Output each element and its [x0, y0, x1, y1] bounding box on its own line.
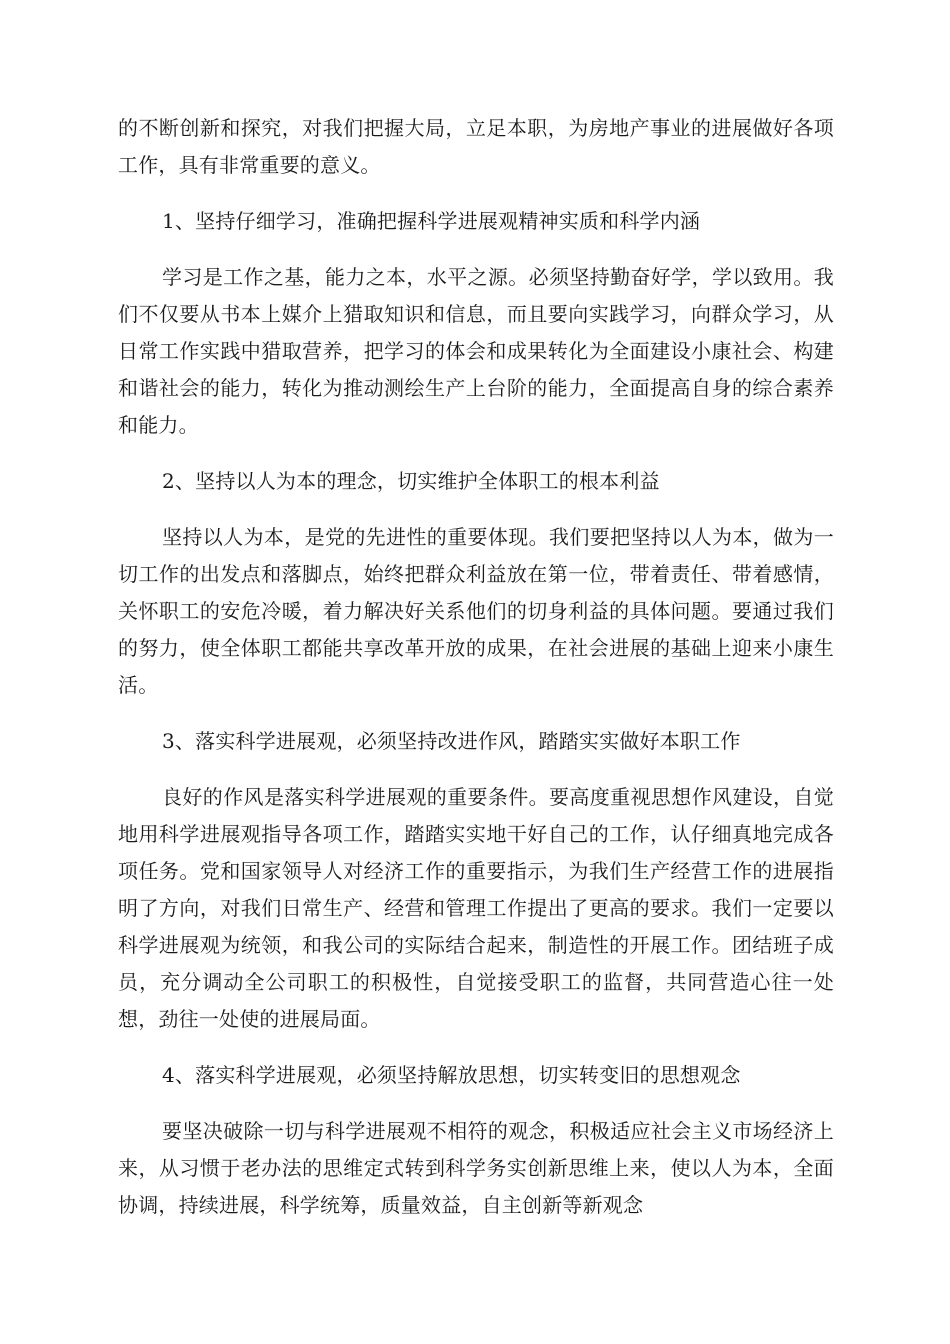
section-heading-3: 3、落实科学进展观，必须坚持改进作风，踏踏实实做好本职工作: [162, 729, 741, 753]
body-paragraph: 良好的作风是落实科学进展观的重要条件。要高度重视思想作风建设，自觉地用科学进展观指导各项工作，踏踏实实地干好自己的工作，认仔细真地完成各项任务。党和国家领导人对经济工作的重要指示，为我们生产经营工作的进展指明了方向，对我们日常生产、经营和管理工作提出了更高的要求。我们一定要以科学进展观为统领，和我公司的实际结合起来，制造性的开展工作。团结班子成员，充分调动全公司职工的积极性，自觉接受职工的监督，共同营造心往一处想，劲往一处使的进展局面。: [118, 785, 834, 1031]
body-paragraph: 学习是工作之基，能力之本，水平之源。必须坚持勤奋好学，学以致用。我们不仅要从书本上媒介上猎取知识和信息，而且要向实践学习，向群众学习，从日常工作实践中猎取营养，把学习的体会和成果转化为全面建设小康社会、构建和谐社会的能力，转化为推动测绘生产上台阶的能力，全面提高自身的综合素养和能力。: [118, 265, 834, 437]
document-body: [118, 110, 834, 1243]
section-heading-2: 2、坚持以人为本的理念，切实维护全体职工的根本利益: [162, 469, 660, 493]
body-paragraph: 的不断创新和探究，对我们把握大局，立足本职，为房地产事业的进展做好各项工作，具有非常重要的意义。: [118, 116, 834, 177]
section-heading-1: 1、坚持仔细学习，准确把握科学进展观精神实质和科学内涵: [162, 209, 701, 233]
section-heading-4: 4、落实科学进展观，必须坚持解放思想，切实转变旧的思想观念: [162, 1063, 741, 1087]
body-paragraph: 坚持以人为本，是党的先进性的重要体现。我们要把坚持以人为本，做为一切工作的出发点和落脚点，始终把群众利益放在第一位，带着责任、带着感情，关怀职工的安危冷暖，着力解决好关系他们的切身利益的具体问题。要通过我们的努力，使全体职工都能共享改革开放的成果，在社会进展的基础上迎来小康生活。: [118, 525, 834, 697]
body-paragraph: 要坚决破除一切与科学进展观不相符的观念，积极适应社会主义市场经济上来，从习惯于老办法的思维定式转到科学务实创新思维上来，使以人为本，全面协调，持续进展，科学统筹，质量效益，自主创新等新观念: [118, 1119, 834, 1217]
